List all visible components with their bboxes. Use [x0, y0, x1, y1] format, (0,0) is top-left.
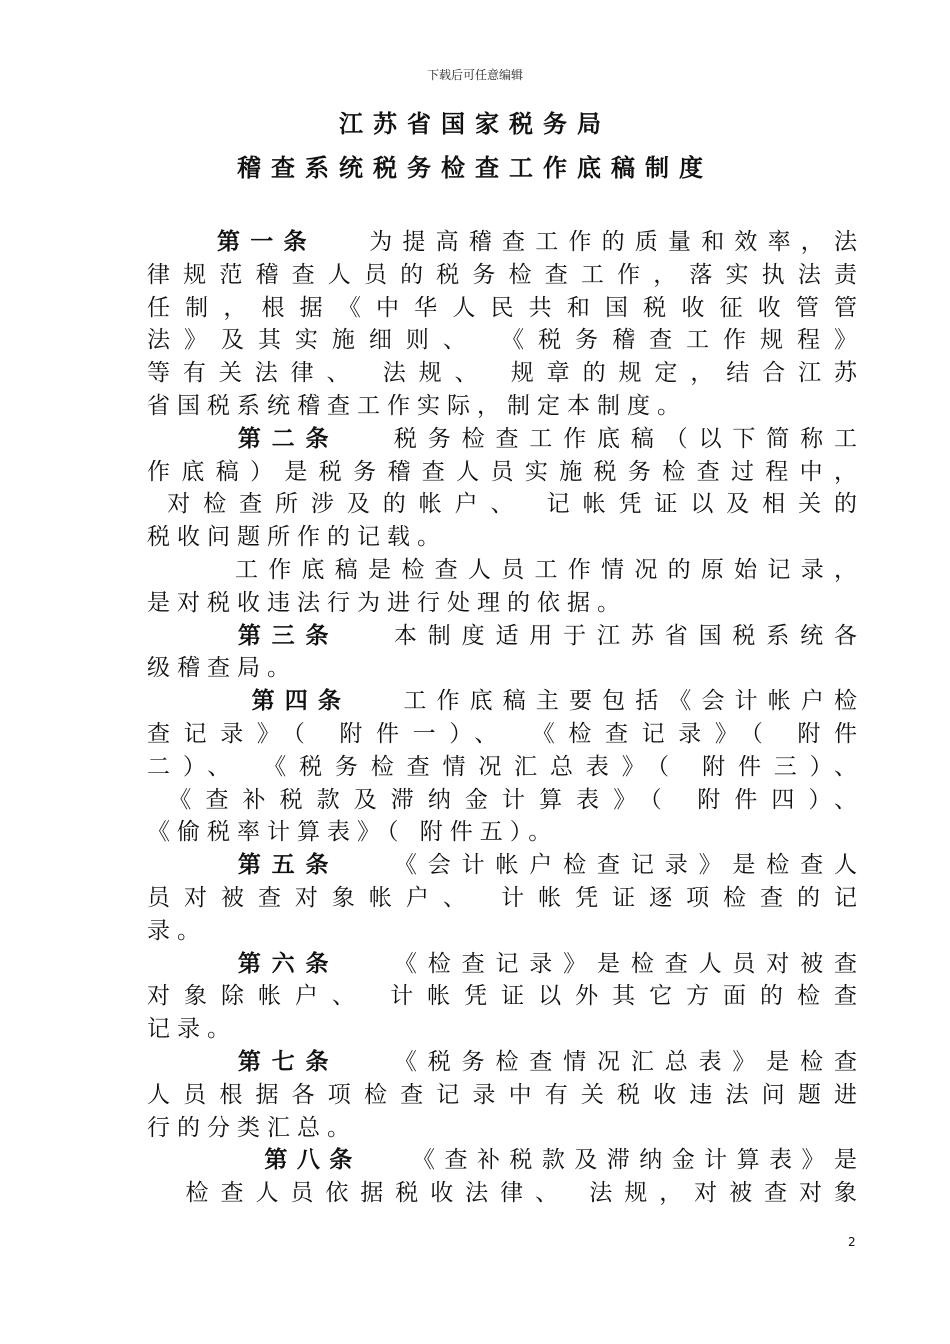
line-text: 《检查记录》是检查人员对被查 — [339, 950, 857, 977]
page-number: 2 — [848, 1235, 856, 1249]
line-text: 二）、 《税务检查情况汇总表》（ 附件三）、 — [147, 753, 857, 780]
line-text: 省国税系统稽查工作实际，制定本制度。 — [147, 392, 687, 419]
article-number: 第三条 — [237, 622, 340, 649]
text-line — [147, 456, 857, 489]
text-line — [147, 948, 857, 981]
document-title: 江苏省国家税务局 — [339, 110, 611, 138]
text-line — [147, 1046, 857, 1079]
line-text: 《会计帐户检查记录》是检查人 — [339, 852, 857, 879]
line-text: 查记录》（ 附件一）、 《检查记录》（ 附件 — [147, 720, 857, 747]
article-number: 第八条 — [264, 1147, 362, 1174]
line-text: 等有关法律、 法规、 规章的规定，结合江苏 — [147, 360, 857, 387]
line-text: 作底稿）是税务稽查人员实施税务检查过程中， — [147, 458, 857, 485]
indent — [147, 688, 252, 714]
text-line — [147, 685, 857, 718]
indent — [147, 1147, 264, 1173]
text-line — [147, 587, 857, 620]
text-line — [147, 751, 857, 784]
line-text: 律规范稽查人员的税务检查工作，落实执法责 — [147, 261, 857, 288]
line-text: 《偷税率计算表》（ 附件五）。 — [147, 819, 559, 846]
text-line — [147, 1013, 857, 1046]
document-body — [147, 226, 857, 1210]
text-line — [147, 324, 857, 357]
article-number: 第四条 — [251, 688, 352, 715]
text-line — [147, 849, 857, 882]
line-text: 本制度适用于江苏省国税系统各 — [339, 622, 857, 649]
text-line — [147, 292, 857, 325]
line-text: 任制，根据《中华人民共和国税收征收管管 — [147, 294, 857, 321]
indent — [147, 229, 217, 255]
text-line — [147, 1079, 857, 1112]
line-text: 为提高稽查工作的质量和效率，法 — [316, 229, 857, 255]
line-text: 是对税收违法行为进行处理的依据。 — [147, 589, 627, 616]
text-line — [147, 554, 857, 587]
text-line — [147, 620, 857, 653]
text-line — [147, 882, 857, 915]
article-number: 第六条 — [237, 950, 340, 977]
line-text: 级稽查局。 — [147, 655, 297, 682]
article-number: 第七条 — [237, 1048, 340, 1075]
line-text: 工作底稿主要包括《会计帐户检 — [351, 688, 858, 715]
line-text: 检查人员依据税收法律、 法规，对被查对象 — [147, 1180, 857, 1207]
text-line — [147, 652, 857, 685]
text-line — [147, 1144, 857, 1177]
text-line — [147, 488, 857, 521]
line-text: 行的分类汇总。 — [147, 1114, 357, 1141]
article-number: 第二条 — [237, 425, 340, 452]
line-text: 对象除帐户、 计帐凭证以外其它方面的检查 — [147, 983, 857, 1010]
indent — [147, 951, 238, 977]
article-number: 第一条 — [217, 229, 317, 255]
text-line — [147, 521, 857, 554]
indent — [147, 623, 238, 649]
line-text: 《查补税款及滞纳金计算表》是 — [361, 1147, 857, 1174]
article-number: 第五条 — [237, 852, 340, 879]
text-line — [147, 816, 857, 849]
line-text: 《税务检查情况汇总表》是检查 — [339, 1048, 857, 1075]
document-subtitle: 稽查系统税务检查工作底稿制度 — [237, 154, 713, 182]
line-text: 对检查所涉及的帐户、 记帐凭证以及相关的 — [147, 491, 857, 518]
text-line — [147, 357, 857, 390]
line-text: 法》及其实施细则、 《税务稽查工作规程》 — [147, 327, 857, 354]
line-text: 记录。 — [147, 1016, 237, 1043]
indent — [147, 852, 238, 878]
text-line — [147, 259, 857, 292]
text-line — [147, 1177, 857, 1210]
text-line — [147, 980, 857, 1013]
text-line — [147, 390, 857, 423]
indent — [147, 426, 238, 452]
indent — [147, 1049, 238, 1075]
line-text: 工作底稿是检查人员工作情况的原始记录， — [147, 556, 857, 583]
text-line — [147, 784, 857, 817]
text-line — [147, 226, 857, 259]
line-text: 《查补税款及滞纳金计算表》（ 附件四）、 — [147, 786, 857, 813]
text-line — [147, 1112, 857, 1145]
text-line — [147, 718, 857, 751]
line-text: 税收问题所作的记载。 — [147, 524, 447, 551]
line-text: 人员根据各项检查记录中有关税收违法问题进 — [147, 1081, 857, 1108]
header-note: 下载后可任意编辑 — [426, 68, 523, 82]
line-text: 录。 — [147, 917, 207, 944]
text-line — [147, 423, 857, 456]
line-text: 税务检查工作底稿（以下简称工 — [339, 425, 857, 452]
text-line — [147, 915, 857, 948]
line-text: 员对被查对象帐户、 计帐凭证逐项检查的记 — [147, 884, 857, 911]
